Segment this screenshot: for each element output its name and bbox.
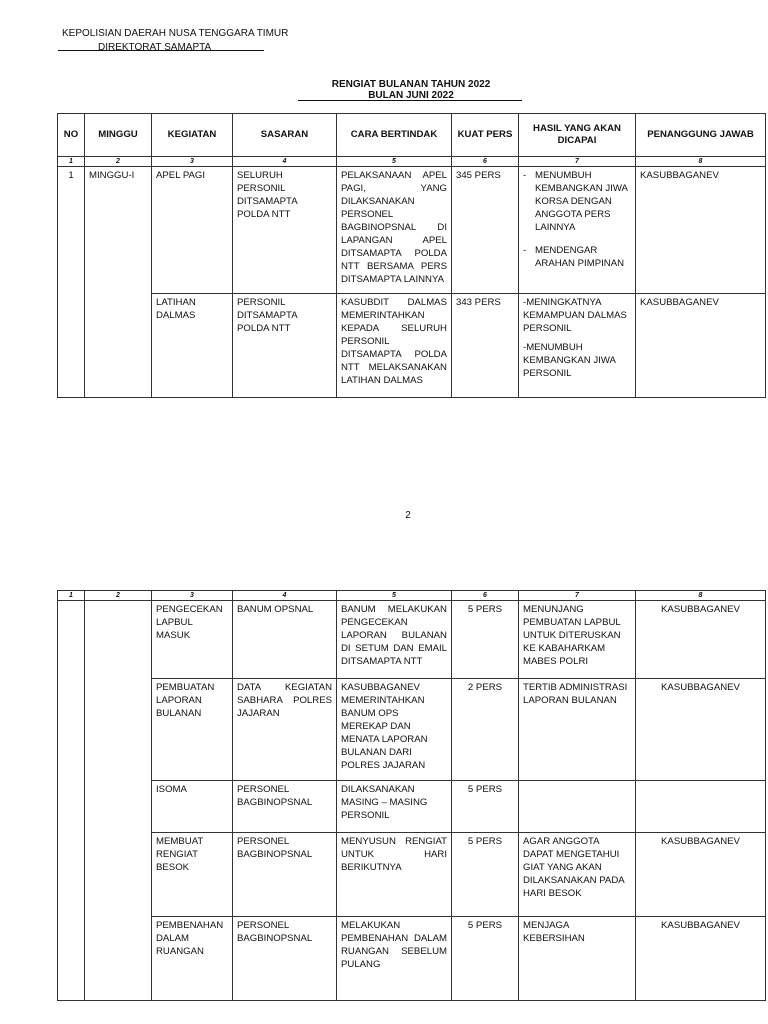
row-sasaran: BANUM OPSNAL xyxy=(233,601,337,679)
column-number: 5 xyxy=(337,157,452,167)
row-kuat-pers: 5 PERS xyxy=(452,601,519,679)
row-hasil: AGAR ANGGOTA DAPAT MENGETAHUI GIAT YANG AKAN DILAKSANAKAN PADA HARI BESOK xyxy=(519,833,636,917)
table-row xyxy=(58,781,766,833)
column-number: 2 xyxy=(85,157,152,167)
title-underline xyxy=(298,100,522,101)
column-header-kuat-pers: KUAT PERS xyxy=(452,114,519,157)
column-header-cara-bertindak: CARA BERTINDAK xyxy=(337,114,452,157)
column-number: 6 xyxy=(452,591,519,601)
row-penanggung-jawab xyxy=(636,781,766,833)
row-penanggung-jawab: KASUBBAGANEV xyxy=(636,294,766,398)
hasil-list xyxy=(523,170,631,271)
row-kegiatan: PEMBENAHAN DALAM RUANGAN xyxy=(152,917,233,1001)
row-hasil: MENJAGA KEBERSIHAN xyxy=(519,917,636,1001)
row-kuat-pers: 5 PERS xyxy=(452,917,519,1001)
row-penanggung-jawab: KASUBBAGANEV xyxy=(636,601,766,679)
column-number: 5 xyxy=(337,591,452,601)
column-number: 4 xyxy=(233,591,337,601)
row-minggu: MINGGU-I xyxy=(85,167,152,398)
row-kuat-pers: 343 PERS xyxy=(452,294,519,398)
row-hasil: MENUNJANG PEMBUATAN LAPBUL UNTUK DITERUSKAN KE KABAHARKAM MABES POLRI xyxy=(519,601,636,679)
row-kegiatan: PEMBUATAN LAPORAN BULANAN xyxy=(152,679,233,781)
column-number: 7 xyxy=(519,591,636,601)
row-cara-bertindak: PELAKSANAAN APEL PAGI, YANG DILAKSANAKAN PERSONEL BAGBINOPSNAL DI LAPANGAN APEL DITSAMAPTA POLDA NTT BERSAMA PERS DITSAMAPTA LAINNYA xyxy=(337,167,452,294)
column-header-hasil: HASIL YANG AKAN DICAPAI xyxy=(519,114,636,157)
title-line-1: RENGIAT BULANAN TAHUN 2022 xyxy=(331,79,491,90)
row-sasaran: PERSONEL BAGBINOPSNAL xyxy=(233,917,337,1001)
table-header-row xyxy=(58,114,766,157)
table-row xyxy=(58,917,766,1001)
row-kegiatan: ISOMA xyxy=(152,781,233,833)
row-kuat-pers: 5 PERS xyxy=(452,833,519,917)
column-number: 7 xyxy=(519,157,636,167)
table-row xyxy=(58,167,766,294)
row-cara-bertindak: KASUBBAGANEV MEMERINTAHKAN BANUM OPS MEREKAP DAN MENATA LAPORAN BULANAN DARI POLRES JAJARAN xyxy=(337,679,452,781)
row-sasaran: SELURUH PERSONIL DITSAMAPTA POLDA NTT xyxy=(233,167,337,294)
column-header-minggu: MINGGU xyxy=(85,114,152,157)
row-kegiatan: APEL PAGI xyxy=(152,167,233,294)
row-kuat-pers: 2 PERS xyxy=(452,679,519,781)
row-kegiatan: LATIHAN DALMAS xyxy=(152,294,233,398)
table-row xyxy=(58,601,766,679)
column-number-row xyxy=(58,591,766,601)
column-number: 1 xyxy=(58,591,85,601)
title-line-2: BULAN JUNI 2022 xyxy=(368,90,454,101)
row-sasaran: PERSONIL DITSAMAPTA POLDA NTT xyxy=(233,294,337,398)
row-kegiatan: PENGECEKAN LAPBUL MASUK xyxy=(152,601,233,679)
column-number: 4 xyxy=(233,157,337,167)
agency-underline xyxy=(58,50,264,51)
row-minggu-empty xyxy=(85,601,152,1001)
row-cara-bertindak: DILAKSANAKAN MASING – MASING PERSONIL xyxy=(337,781,452,833)
rengiat-table-page-1 xyxy=(57,113,766,398)
row-sasaran: PERSONEL BAGBINOPSNAL xyxy=(233,781,337,833)
row-cara-bertindak: BANUM MELAKUKAN PENGECEKAN LAPORAN BULANAN DI SETUM DAN EMAIL DITSAMAPTA NTT xyxy=(337,601,452,679)
row-hasil xyxy=(519,294,636,398)
hasil-item: - MENUMBUH KEMBANGKAN JIWA KORSA DENGAN ANGGOTA PERS LAINNYA xyxy=(523,170,631,235)
row-kuat-pers: 345 PERS xyxy=(452,167,519,294)
agency-name: KEPOLISIAN DAERAH NUSA TENGGARA TIMUR xyxy=(62,28,289,39)
row-no-empty xyxy=(58,601,85,1001)
column-number-row xyxy=(58,157,766,167)
document-title xyxy=(300,79,522,101)
row-cara-bertindak: MENYUSUN RENGIAT UNTUK HARI BERIKUTNYA xyxy=(337,833,452,917)
row-kegiatan: MEMBUAT RENGIAT BESOK xyxy=(152,833,233,917)
column-header-kegiatan: KEGIATAN xyxy=(152,114,233,157)
column-number: 3 xyxy=(152,591,233,601)
row-penanggung-jawab: KASUBBAGANEV xyxy=(636,833,766,917)
hasil-item: - MENDENGAR ARAHAN PIMPINAN xyxy=(523,245,631,271)
table-row xyxy=(58,679,766,781)
row-cara-bertindak: KASUBDIT DALMAS MEMERINTAHKAN KEPADA SELURUH PERSONIL DITSAMAPTA POLDA NTT MELAKSANAKAN LATIHAN DALMAS xyxy=(337,294,452,398)
row-sasaran: DATA KEGIATAN SABHARA POLRES JAJARAN xyxy=(233,679,337,781)
column-number: 8 xyxy=(636,591,766,601)
column-header-sasaran: SASARAN xyxy=(233,114,337,157)
row-kuat-pers: 5 PERS xyxy=(452,781,519,833)
table-row xyxy=(58,294,766,398)
hasil-item: -MENINGKATNYA KEMAMPUAN DALMAS PERSONIL xyxy=(523,297,627,334)
column-number: 2 xyxy=(85,591,152,601)
row-sasaran: PERSONEL BAGBINOPSNAL xyxy=(233,833,337,917)
row-cara-bertindak: MELAKUKAN PEMBENAHAN DALAM RUANGAN SEBELUM PULANG xyxy=(337,917,452,1001)
row-penanggung-jawab: KASUBBAGANEV xyxy=(636,917,766,1001)
row-no: 1 xyxy=(58,167,85,398)
row-hasil: TERTIB ADMINISTRASI LAPORAN BULANAN xyxy=(519,679,636,781)
page-number: 2 xyxy=(405,510,411,521)
column-number: 8 xyxy=(636,157,766,167)
hasil-item: -MENUMBUH KEMBANGKAN JIWA PERSONIL xyxy=(523,341,616,379)
row-penanggung-jawab: KASUBBAGANEV xyxy=(636,679,766,781)
row-penanggung-jawab: KASUBBAGANEV xyxy=(636,167,766,294)
row-hasil xyxy=(519,167,636,294)
rengiat-table-page-2 xyxy=(57,590,766,1001)
column-header-no: NO xyxy=(58,114,85,157)
column-number: 6 xyxy=(452,157,519,167)
column-number: 3 xyxy=(152,157,233,167)
column-header-penanggung-jawab: PENANGGUNG JAWAB xyxy=(636,114,766,157)
column-number: 1 xyxy=(58,157,85,167)
row-hasil xyxy=(519,781,636,833)
table-row xyxy=(58,833,766,917)
directorate-name: DIREKTORAT SAMAPTA xyxy=(98,42,212,53)
